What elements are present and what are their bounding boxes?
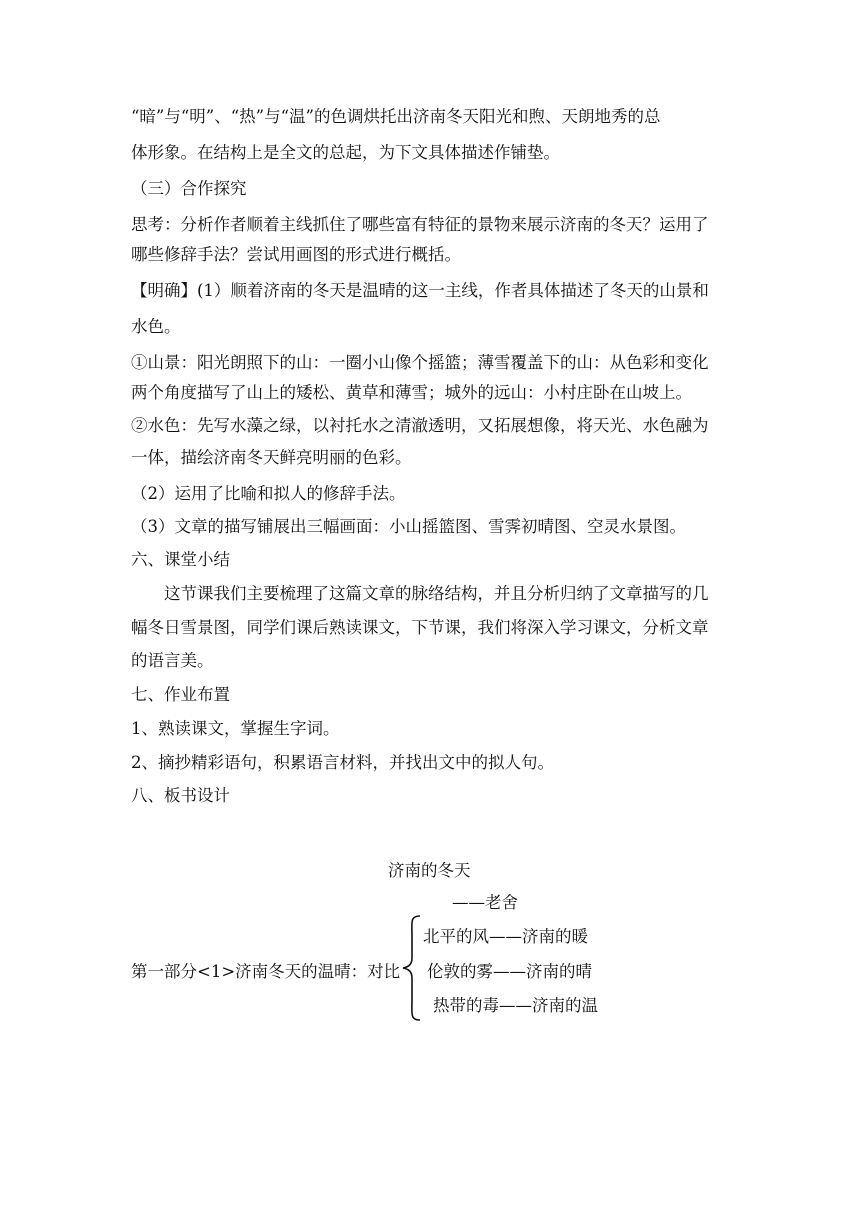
paragraph-line: ①山景：阳光朗照下的山：一圈小山像个摇篮；薄雪覆盖下的山：从色彩和变化 — [131, 353, 709, 372]
left-brace-icon — [400, 914, 424, 1022]
board-item: 北平的风——济南的暖 — [423, 927, 588, 946]
paragraph-line: ②水色：先写水藻之绿，以衬托水之清澈透明，又拓展想像，将天光、水色融为 — [131, 416, 709, 435]
paragraph-line: 幅冬日雪景图，同学们课后熟读课文，下节课，我们将深入学习课文，分析文章 — [131, 618, 709, 637]
paragraph-line: 【明确】(1）顺着济南的冬天是温晴的这一主线，作者具体描述了冬天的山景和 — [131, 281, 709, 300]
paragraph-line: “暗”与“明”、“热”与“温”的色调烘托出济南冬天阳光和煦、天朗地秀的总 — [131, 107, 661, 126]
board-author: ——老舍 — [452, 893, 518, 912]
board-title: 济南的冬天 — [388, 861, 471, 880]
paragraph-line: 这节课我们主要梳理了这篇文章的脉络结构，并且分析归纳了文章描写的几 — [164, 584, 709, 603]
paragraph-line: 一体，描绘济南冬天鲜亮明丽的色彩。 — [131, 448, 412, 467]
board-main-label: 第一部分<1>济南冬天的温晴：对比 — [131, 962, 401, 981]
section-heading: （三）合作探究 — [131, 179, 247, 198]
paragraph-line: 哪些修辞手法？尝试用画图的形式进行概括。 — [131, 245, 461, 264]
list-item: 1、熟读课文，掌握生字词。 — [131, 719, 340, 738]
paragraph-line: 水色。 — [131, 317, 181, 336]
section-heading: 六、课堂小结 — [131, 550, 230, 569]
paragraph-line: （2）运用了比喻和拟人的修辞手法。 — [131, 484, 406, 503]
board-item: 伦敦的雾——济南的晴 — [427, 962, 592, 981]
list-item: 2、摘抄精彩语句，积累语言材料，并找出文中的拟人句。 — [131, 753, 554, 772]
paragraph-line: 的语言美。 — [131, 651, 214, 670]
section-heading: 八、板书设计 — [131, 786, 230, 805]
paragraph-line: 思考：分析作者顺着主线抓住了哪些富有特征的景物来展示济南的冬天？运用了 — [131, 215, 709, 234]
paragraph-line: （3）文章的描写铺展出三幅画面：小山摇篮图、雪霁初晴图、空灵水景图。 — [131, 517, 686, 536]
board-item: 热带的毒——济南的温 — [433, 996, 598, 1015]
paragraph-line: 体形象。在结构上是全文的总起，为下文具体描述作铺垫。 — [131, 143, 560, 162]
section-heading: 七、作业布置 — [131, 685, 230, 704]
paragraph-line: 两个角度描写了山上的矮松、黄草和薄雪；城外的远山：小村庄卧在山坡上。 — [131, 383, 692, 402]
